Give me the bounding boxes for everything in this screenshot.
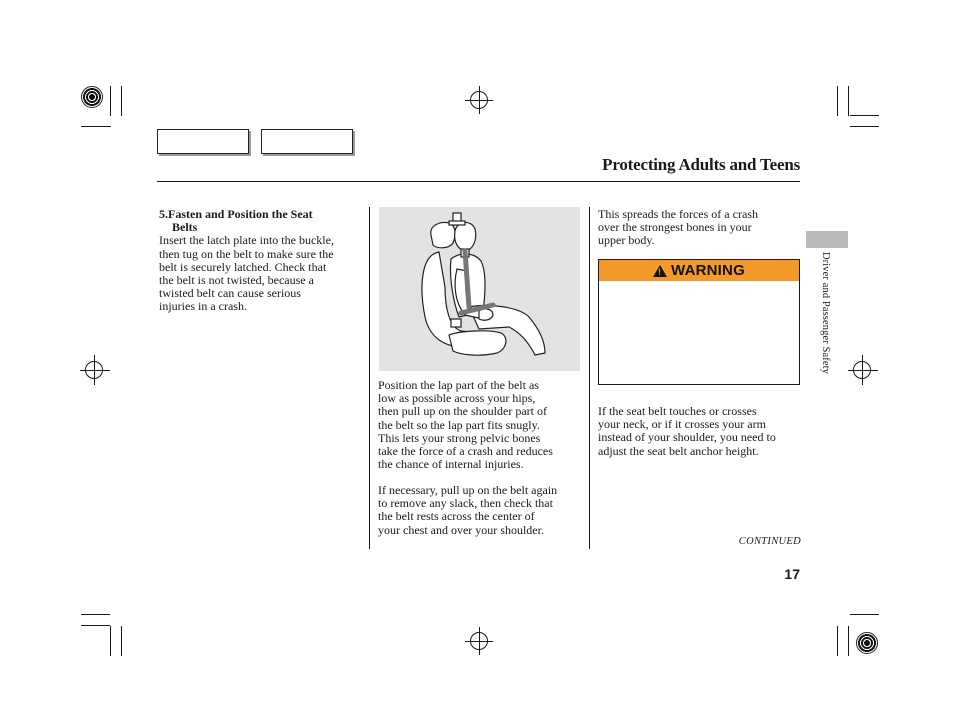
text-line: This spreads the forces of a crash	[598, 207, 758, 221]
text-line: Insert the latch plate into the buckle,	[159, 233, 334, 248]
warning-triangle-icon: !	[653, 265, 667, 277]
text-line: low as possible across your hips,	[378, 391, 536, 406]
column-divider	[369, 207, 370, 549]
step-heading: 5.Fasten and Position the Seat	[159, 207, 313, 221]
step-paragraph	[159, 234, 364, 313]
seat-belt-illustration	[379, 207, 580, 371]
text-line: If necessary, pull up on the belt again	[378, 483, 558, 497]
text-line: the belt is not twisted, because a	[159, 273, 314, 288]
registration-target-icon	[81, 86, 103, 108]
text-line: take the force of a crash and reduces	[378, 444, 553, 459]
section-title: Protecting Adults and Teens	[602, 155, 800, 174]
text-line: injuries in a crash.	[159, 299, 247, 314]
column-3-paragraph-1	[598, 208, 803, 248]
page-number: 17	[784, 566, 800, 582]
text-line: If the seat belt touches or crosses	[598, 404, 757, 418]
column-divider	[589, 207, 590, 549]
step-heading-cont: Belts	[172, 220, 198, 235]
text-line: instead of your shoulder, you need to	[598, 430, 776, 445]
text-line: the belt so the lap part fits snugly.	[378, 417, 540, 432]
registration-target-icon	[856, 632, 878, 654]
column-2-paragraph-1	[378, 379, 584, 471]
text-line: over the strongest bones in your	[598, 220, 752, 235]
text-line: upper body.	[598, 233, 655, 248]
text-line: twisted belt can cause serious	[159, 286, 301, 301]
header-rule	[157, 181, 800, 182]
text-line: This lets your strong pelvic bones	[378, 430, 541, 445]
person-in-seat-icon	[379, 207, 580, 371]
text-line: adjust the seat belt anchor height.	[598, 443, 759, 458]
text-line: the chance of internal injuries.	[378, 457, 524, 472]
text-line: your neck, or if it crosses your arm	[598, 417, 766, 432]
text-line: belt is securely latched. Check that	[159, 259, 327, 274]
column-2-paragraph-2	[378, 484, 584, 537]
text-line: the belt rests across the center of	[378, 509, 535, 524]
text-line: then pull up on the shoulder part of	[378, 404, 547, 419]
continued-label: CONTINUED	[738, 536, 801, 547]
nav-box-left[interactable]	[157, 129, 249, 154]
text-line: to remove any slack, then check that	[378, 496, 553, 511]
text-line: then tug on the belt to make sure the	[159, 246, 334, 261]
nav-box-right[interactable]	[261, 129, 353, 154]
text-line: your chest and over your shoulder.	[378, 522, 544, 537]
column-3-paragraph-2	[598, 405, 803, 458]
warning-label: WARNING	[671, 262, 745, 279]
warning-header	[599, 260, 799, 281]
warning-box	[598, 259, 800, 385]
text-line: Position the lap part of the belt as	[378, 378, 539, 392]
section-tab-marker	[806, 231, 848, 248]
section-side-label: Driver and Passenger Safety	[820, 252, 831, 374]
column-1	[159, 208, 364, 314]
